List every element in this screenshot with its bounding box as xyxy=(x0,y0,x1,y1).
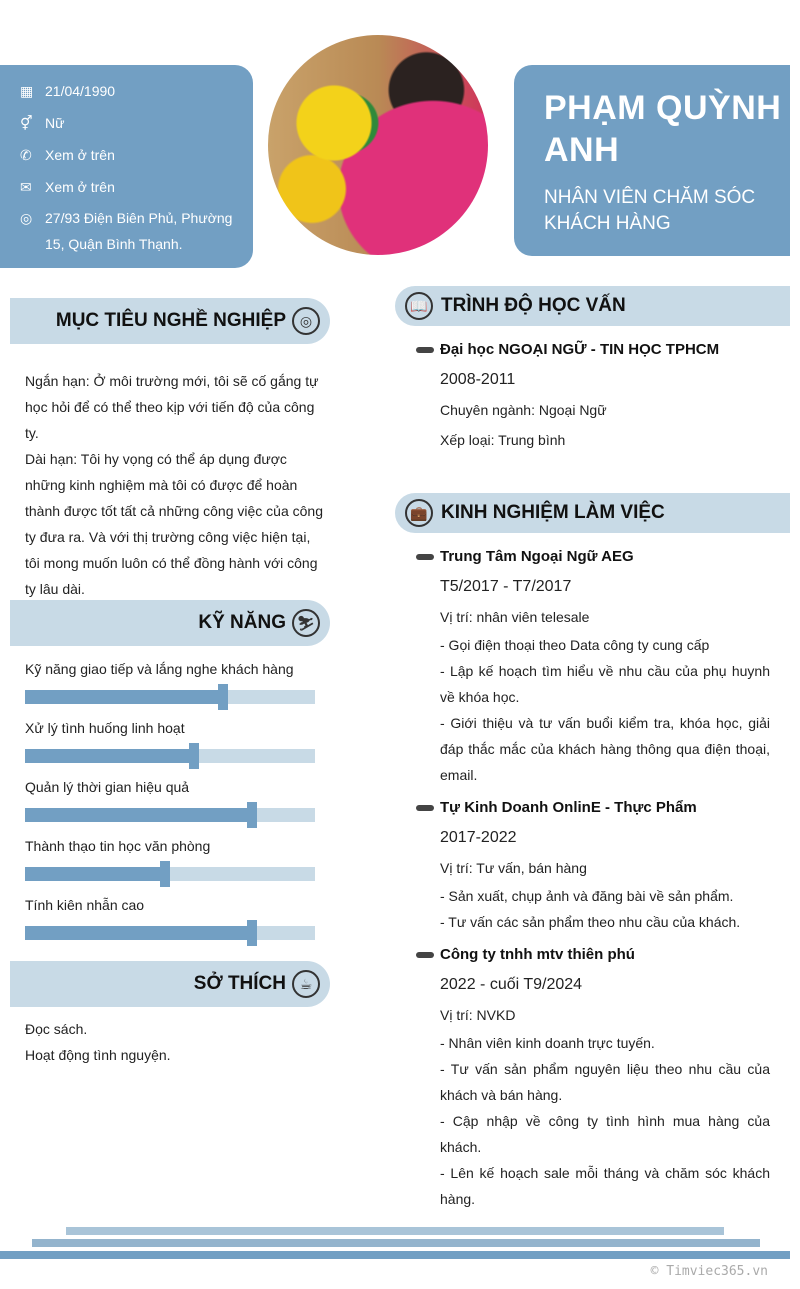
work-duty: - Sản xuất, chụp ảnh và đăng bài về sản phẩm. xyxy=(440,888,734,904)
skill-bar-knob xyxy=(160,861,170,887)
skill-bar-knob xyxy=(189,743,199,769)
skill-bar xyxy=(25,690,315,704)
experience-item xyxy=(395,940,790,1212)
hobbies-header: SỞ THÍCH ☕ xyxy=(10,961,330,1007)
education-list xyxy=(395,335,790,455)
skill-label: Thành thạo tin học văn phòng xyxy=(25,838,211,854)
envelope-icon: ✉ xyxy=(20,179,32,195)
skill-bar-fill xyxy=(25,867,170,881)
dash-marker xyxy=(416,805,434,811)
skill-icon: ⛷ xyxy=(292,609,320,637)
candidate-name: PHẠM QUỲNH ANH xyxy=(544,89,782,169)
skill-bar-fill xyxy=(25,690,228,704)
profile-photo xyxy=(268,35,488,255)
skill-label: Xử lý tình huống linh hoạt xyxy=(25,720,185,736)
skill-bar-knob xyxy=(218,684,228,710)
company-name: Tự Kinh Doanh OnlinE - Thực Phẩm xyxy=(440,799,697,816)
experience-list xyxy=(395,542,790,1212)
hobbies-list: Đọc sách. Hoạt động tình nguyện. xyxy=(25,1021,171,1063)
work-duty: - Gọi điện thoại theo Data công ty cung cấp xyxy=(440,637,710,653)
work-period: 2022 - cuối T9/2024 xyxy=(440,976,583,993)
skill-bar xyxy=(25,808,315,822)
work-duty: - Nhân viên kinh doanh trực tuyến. xyxy=(440,1035,655,1051)
work-period: T5/2017 - T7/2017 xyxy=(440,578,572,595)
skill-bar-knob xyxy=(247,920,257,946)
experience-item xyxy=(395,793,790,935)
hobby-icon: ☕ xyxy=(292,970,320,998)
skill-item xyxy=(25,774,325,833)
skill-bar xyxy=(25,749,315,763)
calendar-icon: ▦ xyxy=(20,83,34,99)
objective-header: MỤC TIÊU NGHỀ NGHIỆP ◎ xyxy=(10,298,330,344)
work-position: Vị trí: NVKD xyxy=(440,1007,516,1023)
work-duty: - Cập nhập về công ty tình hình mua hàng của khách. xyxy=(440,1113,770,1155)
phone-icon: ✆ xyxy=(20,147,32,163)
location-icon: ◎ xyxy=(20,210,33,226)
skill-label: Kỹ năng giao tiếp và lắng nghe khách hàng xyxy=(25,661,294,677)
book-icon: 📖 xyxy=(405,292,433,320)
work-period: 2017-2022 xyxy=(440,829,517,846)
footer-stripe xyxy=(0,1251,790,1259)
skill-item xyxy=(25,656,325,715)
skill-item xyxy=(25,833,325,892)
skill-bar xyxy=(25,926,315,940)
work-duty: - Tư vấn sản phẩm nguyên liệu theo nhu cầu của khách và bán hàng. xyxy=(440,1061,770,1103)
education-header: 📖 TRÌNH ĐỘ HỌC VẤN xyxy=(395,286,790,326)
dash-marker xyxy=(416,952,434,958)
work-duty: - Giới thiệu và tư vấn buổi kiểm tra, khóa học, giải đáp thắc mắc của khách hàng thông qua điện thoại, email. xyxy=(440,715,770,783)
gender-icon: ⚥ xyxy=(20,115,33,131)
contact-birthday: ▦ 21/04/1990 xyxy=(0,79,253,111)
contact-gender: ⚥ Nữ xyxy=(0,111,253,143)
work-duty: - Lập kế hoạch tìm hiểu về nhu cầu của phụ huynh về khóa học. xyxy=(440,663,770,705)
work-duty: - Lên kế hoạch sale mỗi tháng và chăm sóc khách hàng. xyxy=(440,1165,770,1207)
skill-bar xyxy=(25,867,315,881)
objective-text: Ngắn hạn: Ở môi trường mới, tôi sẽ cố gắng tự học hỏi để có thể theo kịp với tiến độ của công ty. Dài hạn: Tôi hy vọng có thể áp dụng được những kinh nghiệm mà tôi có được để hoàn thành được tốt tất cả những công việc của công ty đưa ra. Và với thị trường công việc hiện tại, tôi mong muốn luôn có thể đồng hành với công ty lâu dài. xyxy=(25,373,323,597)
job-title: NHÂN VIÊN CHĂM SÓC KHÁCH HÀNG xyxy=(544,187,756,234)
work-position: Vị trí: nhân viên telesale xyxy=(440,609,590,625)
footer-stripe xyxy=(32,1239,760,1247)
dash-marker xyxy=(416,347,434,353)
contact-email: ✉ Xem ở trên xyxy=(0,175,253,207)
experience-item xyxy=(395,542,790,788)
skills-list xyxy=(25,656,325,951)
skill-bar-knob xyxy=(247,802,257,828)
skill-item xyxy=(25,715,325,774)
name-panel xyxy=(514,65,790,256)
skill-item xyxy=(25,892,325,951)
contact-panel xyxy=(0,65,253,268)
target-icon: ◎ xyxy=(292,307,320,335)
contact-phone: ✆ Xem ở trên xyxy=(0,143,253,175)
skill-bar-fill xyxy=(25,749,199,763)
skill-bar-fill xyxy=(25,808,257,822)
education-item: Đại học NGOẠI NGỮ - TIN HỌC TPHCM 2008-2011 Chuyên ngành: Ngoại Ngữ Xếp loại: Trung bình xyxy=(395,335,790,455)
experience-header: 💼 KINH NGHIỆM LÀM VIỆC xyxy=(395,493,790,533)
footer-stripe xyxy=(66,1227,724,1235)
company-name: Công ty tnhh mtv thiên phú xyxy=(440,946,635,963)
dash-marker xyxy=(416,554,434,560)
skill-label: Quản lý thời gian hiệu quả xyxy=(25,779,190,795)
skill-bar-fill xyxy=(25,926,257,940)
skills-header: KỸ NĂNG ⛷ xyxy=(10,600,330,646)
copyright: © Timviec365.vn xyxy=(650,1264,768,1279)
skill-label: Tính kiên nhẫn cao xyxy=(25,897,145,913)
company-name: Trung Tâm Ngoại Ngữ AEG xyxy=(440,548,634,565)
briefcase-icon: 💼 xyxy=(405,499,433,527)
work-position: Vị trí: Tư vấn, bán hàng xyxy=(440,860,587,876)
contact-address: ◎ 27/93 Điện Biên Phủ, Phường 15, Quận Bình Thạnh. xyxy=(0,205,253,257)
work-duty: - Tư vấn các sản phẩm theo nhu cầu của khách. xyxy=(440,914,741,930)
